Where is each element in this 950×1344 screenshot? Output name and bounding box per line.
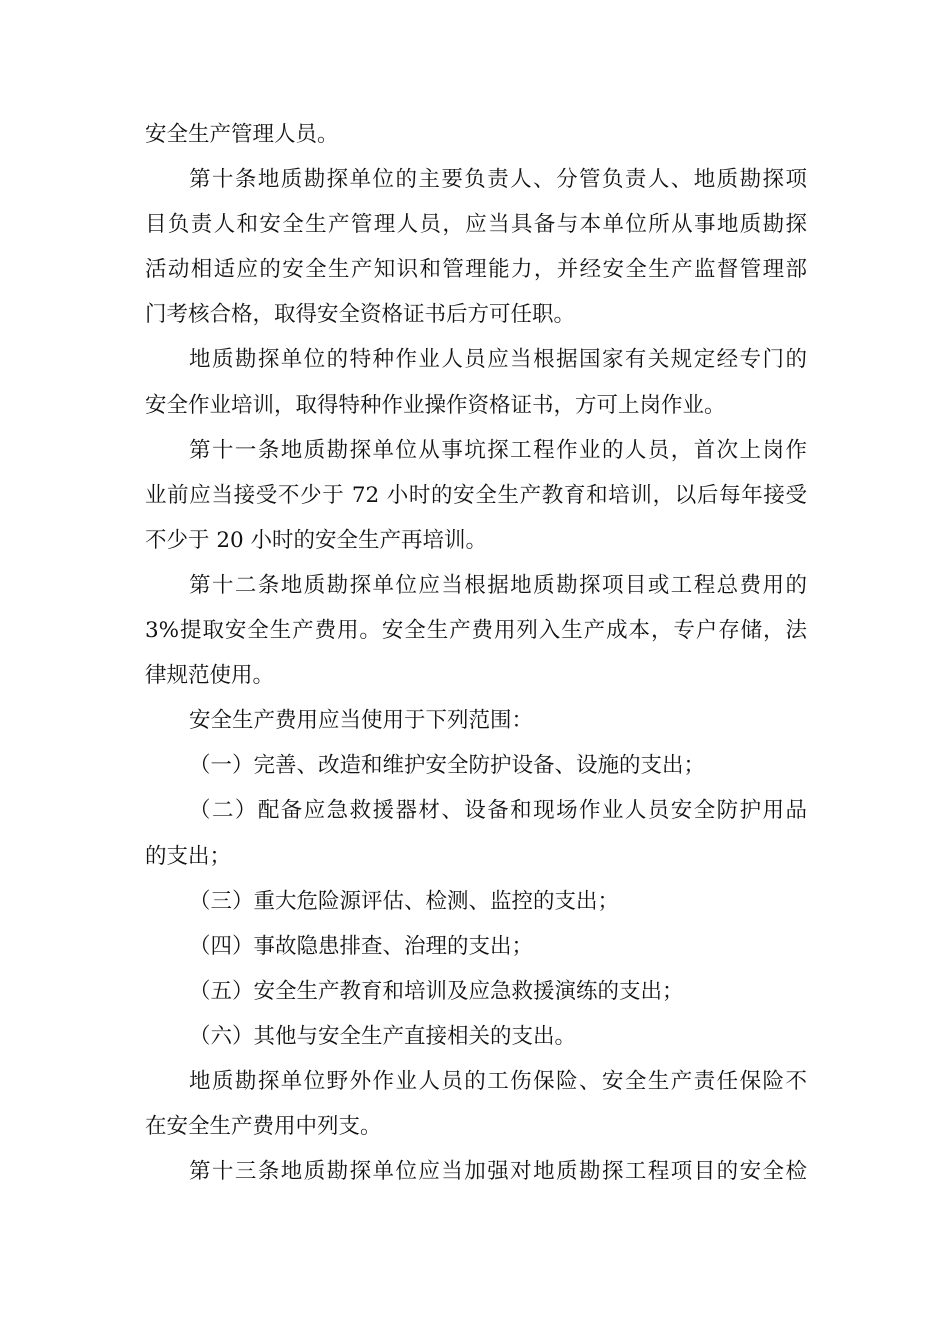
text-line: （五）安全生产教育和培训及应急救援演练的支出；	[189, 978, 684, 1004]
text-line: （六）其他与安全生产直接相关的支出。	[189, 1023, 577, 1049]
text-line: 第十一条地质勘探单位从事坑探工程作业的人员，首次上岗作	[189, 437, 807, 463]
document-body	[145, 112, 807, 1194]
text-line: （一）完善、改造和维护安全防护设备、设施的支出；	[189, 753, 706, 779]
text-line: 地质勘探单位的特种作业人员应当根据国家有关规定经专门的	[189, 347, 807, 373]
text-line: 律规范使用。	[145, 663, 275, 689]
text-line: （二）配备应急救援器材、设备和现场作业人员安全防护用品	[189, 798, 807, 824]
text-line: 安全生产管理人员。	[145, 122, 339, 147]
text-line: 地质勘探单位野外作业人员的工伤保险、安全生产责任保险不	[189, 1068, 807, 1094]
text-line: 业前应当接受不少于 72 小时的安全生产教育和培训，以后每年接受	[145, 482, 807, 508]
text-line: （四）事故隐患排查、治理的支出；	[189, 933, 534, 959]
text-line: （三）重大危险源评估、检测、监控的支出；	[189, 888, 620, 914]
text-line: 第十二条地质勘探单位应当根据地质勘探项目或工程总费用的	[189, 572, 807, 598]
text-line: 活动相适应的安全生产知识和管理能力，并经安全生产监督管理部	[145, 257, 807, 283]
text-line: 安全生产费用应当使用于下列范围：	[189, 708, 534, 734]
text-line: 在安全生产费用中列支。	[145, 1114, 382, 1140]
text-line: 不少于 20 小时的安全生产再培训。	[145, 527, 488, 553]
text-line: 目负责人和安全生产管理人员，应当具备与本单位所从事地质勘探	[145, 212, 807, 238]
text-line: 3%提取安全生产费用。安全生产费用列入生产成本，专户存储，法	[145, 618, 807, 644]
text-line: 第十条地质勘探单位的主要负责人、分管负责人、地质勘探项	[189, 167, 807, 193]
text-line: 的支出；	[145, 843, 232, 869]
text-line: 门考核合格，取得安全资格证书后方可任职。	[145, 302, 576, 328]
text-line: 安全作业培训，取得特种作业操作资格证书，方可上岗作业。	[145, 392, 726, 418]
text-line: 第十三条地质勘探单位应当加强对地质勘探工程项目的安全检	[189, 1159, 807, 1185]
